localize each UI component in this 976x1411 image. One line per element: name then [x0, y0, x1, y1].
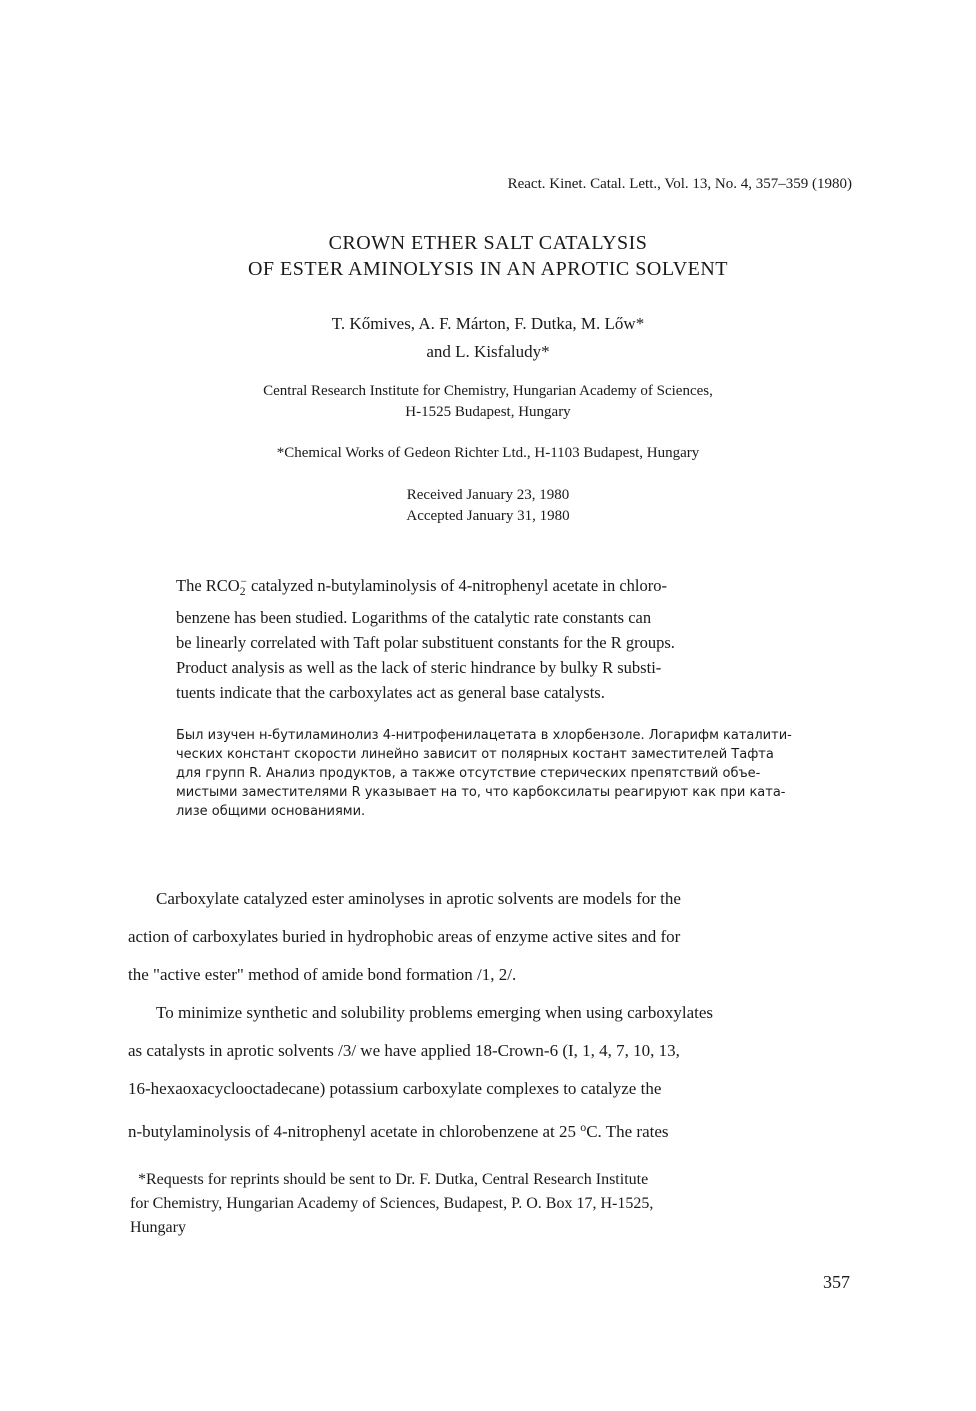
- title-line-2: OF ESTER AMINOLYSIS IN AN APROTIC SOLVENT: [247, 258, 729, 280]
- accepted-date: Accepted January 31, 1980: [406, 508, 570, 524]
- abstract-russian: [176, 726, 876, 821]
- body-paragraph-2: [128, 994, 868, 1151]
- footnote: [130, 1168, 860, 1240]
- footnote-line: Hungary: [130, 1219, 186, 1236]
- received-date: Received January 23, 1980: [406, 487, 570, 503]
- paper-title: [0, 230, 976, 282]
- secondary-affiliation: *Chemical Works of Gedeon Richter Ltd., H-1103 Budapest, Hungary: [276, 445, 700, 461]
- affiliation-line-1: Central Research Institute for Chemistry, Hungarian Academy of Sciences,: [263, 383, 713, 399]
- abstract-ru-line: мистыми заместителями R указывает на то, что карбоксилаты реагируют как при ката-: [176, 785, 786, 800]
- abstract-line: tuents indicate that the carboxylates act as general base catalysts.: [176, 682, 605, 702]
- body-line: as catalysts in aprotic solvents /3/ we have applied 18-Crown-6 (I, 1, 4, 7, 10, 13,: [128, 1041, 680, 1060]
- journal-citation: React. Kinet. Catal. Lett., Vol. 13, No. 4, 357–359 (1980): [507, 176, 852, 192]
- abstract-ru-line: лизе общими основаниями.: [176, 804, 366, 819]
- footnote-line: for Chemistry, Hungarian Academy of Sciences, Budapest, P. O. Box 17, H-1525,: [130, 1195, 654, 1212]
- body-line: To minimize synthetic and solubility problems emerging when using carboxylates: [156, 1003, 714, 1022]
- abstract-ru-line: для групп R. Анализ продуктов, а также отсутствие стерических препятствий объе-: [176, 766, 761, 781]
- body-line: action of carboxylates buried in hydrophobic areas of enzyme active sites and for: [128, 927, 681, 946]
- abstract-line: The $RCO_2^-$ catalyzed n-butylaminolysis of 4-nitrophenyl acetate in chloro-: [176, 575, 667, 598]
- title-line-1: CROWN ETHER SALT CATALYSIS: [328, 232, 648, 254]
- body-line: 16-hexaoxacyclooctadecane) potassium carboxylate complexes to catalyze the: [128, 1079, 662, 1098]
- affiliation-line-2: H-1525 Budapest, Hungary: [405, 404, 571, 420]
- abstract-ru-line: Был изучен н-бутиламинолиз 4-нитрофенилацетата в хлорбензоле. Логарифм каталити-: [176, 728, 792, 743]
- footnote-line: *Requests for reprints should be sent to Dr. F. Dutka, Central Research Institute: [138, 1171, 649, 1188]
- abstract-line: Product analysis as well as the lack of steric hindrance by bulky R substi-: [176, 657, 662, 677]
- abstract-ru-line: ческих констант скорости линейно зависит от полярных костант заместителей Тафта: [176, 747, 774, 762]
- body-line: the "active ester" method of amide bond formation /1, 2/.: [128, 965, 517, 984]
- authors-line-2: and L. Kisfaludy*: [426, 342, 550, 361]
- abstract-english: [176, 570, 836, 705]
- primary-affiliation: [0, 381, 976, 423]
- abstract-line: be linearly correlated with Taft polar substituent constants for the R groups.: [176, 632, 675, 652]
- submission-dates: [0, 485, 976, 527]
- abstract-line: benzene has been studied. Logarithms of the catalytic rate constants can: [176, 607, 652, 627]
- body-paragraph-1: [128, 880, 868, 994]
- body-line: Carboxylate catalyzed ester aminolyses in aprotic solvents are models for the: [156, 889, 681, 908]
- author-list: [0, 310, 976, 366]
- authors-line-1: T. Kőmives, A. F. Márton, F. Dutka, M. Lőw*: [331, 314, 645, 333]
- page-number: 357: [823, 1272, 850, 1292]
- body-line: n-butylaminolysis of 4-nitrophenyl acetate in chlorobenzene at 25 $^o$C. The rates: [128, 1120, 669, 1141]
